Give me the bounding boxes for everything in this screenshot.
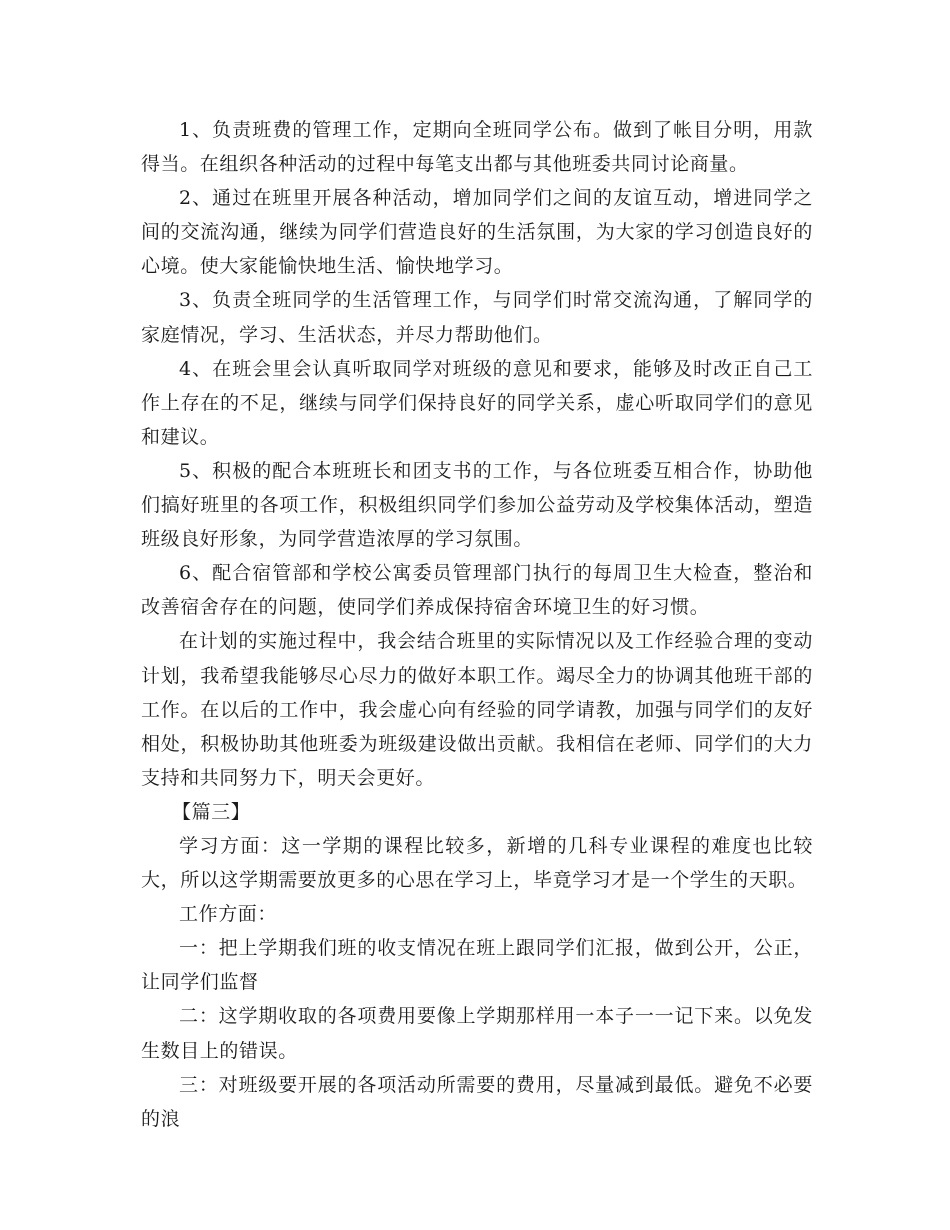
paragraph-item-4: 4、在班会里会认真听取同学对班级的意见和要求，能够及时改正自己工作上存在的不足，继续与同学们保持良好的同学关系，虚心听取同学们的意见和建议。 — [141, 357, 813, 448]
paragraph-work-2: 二：这学期收取的各项费用要像上学期那样用一本子一一记下来。以免发生数目上的错误。 — [141, 1005, 813, 1062]
section-heading: 【篇三】 — [172, 800, 251, 823]
document-body — [141, 113, 813, 1136]
paragraph-work-heading: 工作方面： — [179, 903, 278, 926]
paragraph-item-3: 3、负责全班同学的生活管理工作，与同学们时常交流沟通，了解同学的家庭情况，学习、生活状态，并尽力帮助他们。 — [141, 289, 813, 346]
paragraph-item-2: 2、通过在班里开展各种活动，增加同学们之间的友谊互动，增进同学之间的交流沟通，继续为同学们营造良好的生活氛围，为大家的学习创造良好的心境。使大家能愉快地生活、愉快地学习。 — [141, 187, 813, 278]
paragraph-item-6: 6、配合宿管部和学校公寓委员管理部门执行的每周卫生大检查，整治和改善宿舍存在的问题，使同学们养成保持宿舍环境卫生的好习惯。 — [141, 562, 813, 619]
paragraph-work-1: 一：把上学期我们班的收支情况在班上跟同学们汇报，做到公开，公正，让同学们监督 — [141, 937, 813, 994]
paragraph-item-5: 5、积极的配合本班班长和团支书的工作，与各位班委互相合作，协助他们搞好班里的各项工作，积极组织同学们参加公益劳动及学校集体活动，塑造班级良好形象，为同学营造浓厚的学习氛围。 — [141, 459, 813, 551]
paragraph-work-3: 三：对班级要开展的各项活动所需要的费用，尽量减到最低。避免不必要的浪 — [141, 1073, 813, 1130]
paragraph-item-1: 1、负责班费的管理工作，定期向全班同学公布。做到了帐目分明，用款得当。在组织各种活动的过程中每笔支出都与其他班委共同讨论商量。 — [141, 119, 813, 176]
paragraph-study: 学习方面：这一学期的课程比较多，新增的几科专业课程的难度也比较大，所以这学期需要放更多的心思在学习上，毕竟学习才是一个学生的天职。 — [141, 834, 813, 892]
paragraph-plan-summary: 在计划的实施过程中，我会结合班里的实际情况以及工作经验合理的变动计划，我希望我能够尽心尽力的做好本职工作。竭尽全力的协调其他班干部的工作。在以后的工作中，我会虚心向有经验的同学请教，加强与同学们的友好相处，积极协助其他班委为班级建设做出贡献。我相信在老师、同学们的大力支持和共同努力下，明天会更好。 — [141, 630, 813, 789]
